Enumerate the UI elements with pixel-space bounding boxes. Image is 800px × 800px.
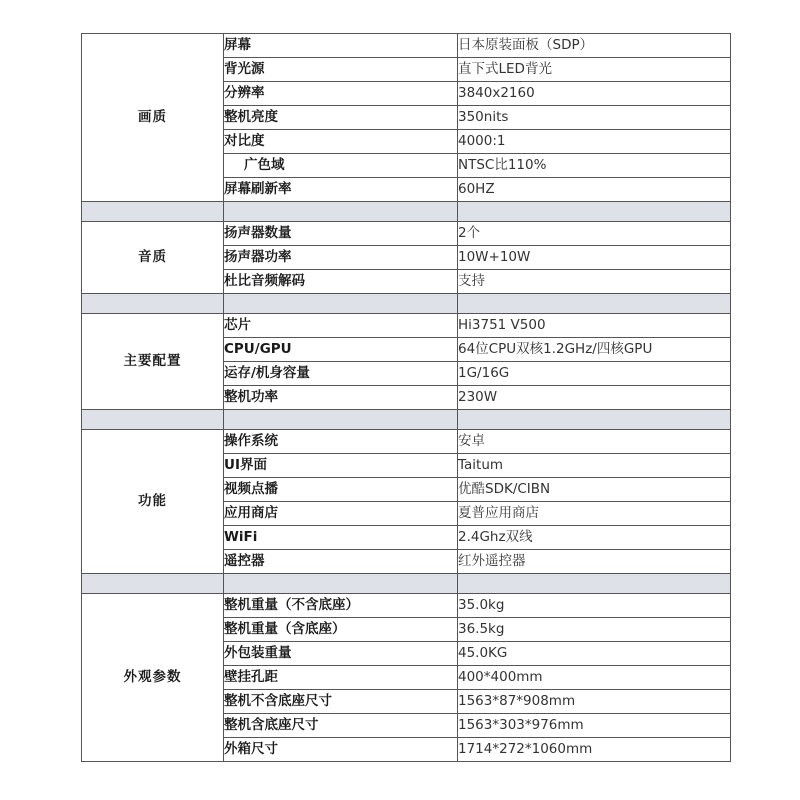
spec-table-body xyxy=(82,34,731,762)
param-name: 背光源 xyxy=(224,58,458,82)
param-value: 1563*87*908mm xyxy=(458,690,731,714)
param-name: 杜比音频解码 xyxy=(224,270,458,294)
param-name: 运存/机身容量 xyxy=(224,362,458,386)
param-value: 1G/16G xyxy=(458,362,731,386)
param-value: 支持 xyxy=(458,270,731,294)
param-value: 日本原装面板（SDP） xyxy=(458,34,731,58)
param-value: 230W xyxy=(458,386,731,410)
param-name: 整机亮度 xyxy=(224,106,458,130)
param-value: 夏普应用商店 xyxy=(458,502,731,526)
param-value: 安卓 xyxy=(458,430,731,454)
param-name: UI界面 xyxy=(224,454,458,478)
param-name: 屏幕 xyxy=(224,34,458,58)
separator-cell xyxy=(82,294,224,314)
param-name: 屏幕刷新率 xyxy=(224,178,458,202)
spec-row xyxy=(82,34,731,58)
spec-row xyxy=(82,430,731,454)
spec-row xyxy=(82,222,731,246)
category-label: 画质 xyxy=(82,34,224,202)
category-label: 主要配置 xyxy=(82,314,224,410)
param-value: 36.5kg xyxy=(458,618,731,642)
param-value: Hi3751 V500 xyxy=(458,314,731,338)
param-name: 外箱尺寸 xyxy=(224,738,458,762)
param-value: 45.0KG xyxy=(458,642,731,666)
param-value: 35.0kg xyxy=(458,594,731,618)
category-label: 外观参数 xyxy=(82,594,224,762)
param-value: 2.4Ghz双线 xyxy=(458,526,731,550)
section-separator xyxy=(82,294,731,314)
param-name: 对比度 xyxy=(224,130,458,154)
param-value: 3840x2160 xyxy=(458,82,731,106)
param-value: 1714*272*1060mm xyxy=(458,738,731,762)
param-name: 外包装重量 xyxy=(224,642,458,666)
spec-table xyxy=(81,33,731,762)
separator-cell xyxy=(458,574,731,594)
param-value: 10W+10W xyxy=(458,246,731,270)
param-name: 广色域 xyxy=(224,154,458,178)
param-name: 视频点播 xyxy=(224,478,458,502)
section-separator xyxy=(82,202,731,222)
param-value: 60HZ xyxy=(458,178,731,202)
section-separator xyxy=(82,574,731,594)
separator-cell xyxy=(458,294,731,314)
param-name: 整机不含底座尺寸 xyxy=(224,690,458,714)
param-value: 直下式LED背光 xyxy=(458,58,731,82)
param-name: 整机重量（含底座） xyxy=(224,618,458,642)
separator-cell xyxy=(82,410,224,430)
param-name: 扬声器功率 xyxy=(224,246,458,270)
param-value: NTSC比110% xyxy=(458,154,731,178)
param-name: 整机含底座尺寸 xyxy=(224,714,458,738)
param-value: 1563*303*976mm xyxy=(458,714,731,738)
param-name: 应用商店 xyxy=(224,502,458,526)
param-value: 400*400mm xyxy=(458,666,731,690)
separator-cell xyxy=(224,574,458,594)
param-name: 扬声器数量 xyxy=(224,222,458,246)
param-name: 整机功率 xyxy=(224,386,458,410)
param-value: 红外遥控器 xyxy=(458,550,731,574)
param-value: 优酷SDK/CIBN xyxy=(458,478,731,502)
param-value: Taitum xyxy=(458,454,731,478)
separator-cell xyxy=(224,202,458,222)
param-value: 64位CPU双核1.2GHz/四核GPU xyxy=(458,338,731,362)
param-value: 4000:1 xyxy=(458,130,731,154)
param-name: 芯片 xyxy=(224,314,458,338)
section-separator xyxy=(82,410,731,430)
separator-cell xyxy=(224,410,458,430)
param-name: 整机重量（不含底座） xyxy=(224,594,458,618)
param-name: CPU/GPU xyxy=(224,338,458,362)
param-name: 分辨率 xyxy=(224,82,458,106)
separator-cell xyxy=(224,294,458,314)
separator-cell xyxy=(458,410,731,430)
separator-cell xyxy=(82,574,224,594)
category-label: 功能 xyxy=(82,430,224,574)
param-value: 350nits xyxy=(458,106,731,130)
param-name: WiFi xyxy=(224,526,458,550)
separator-cell xyxy=(82,202,224,222)
spec-row xyxy=(82,314,731,338)
separator-cell xyxy=(458,202,731,222)
param-value: 2个 xyxy=(458,222,731,246)
param-name: 操作系统 xyxy=(224,430,458,454)
category-label: 音质 xyxy=(82,222,224,294)
spec-row xyxy=(82,594,731,618)
param-name: 壁挂孔距 xyxy=(224,666,458,690)
param-name: 遥控器 xyxy=(224,550,458,574)
